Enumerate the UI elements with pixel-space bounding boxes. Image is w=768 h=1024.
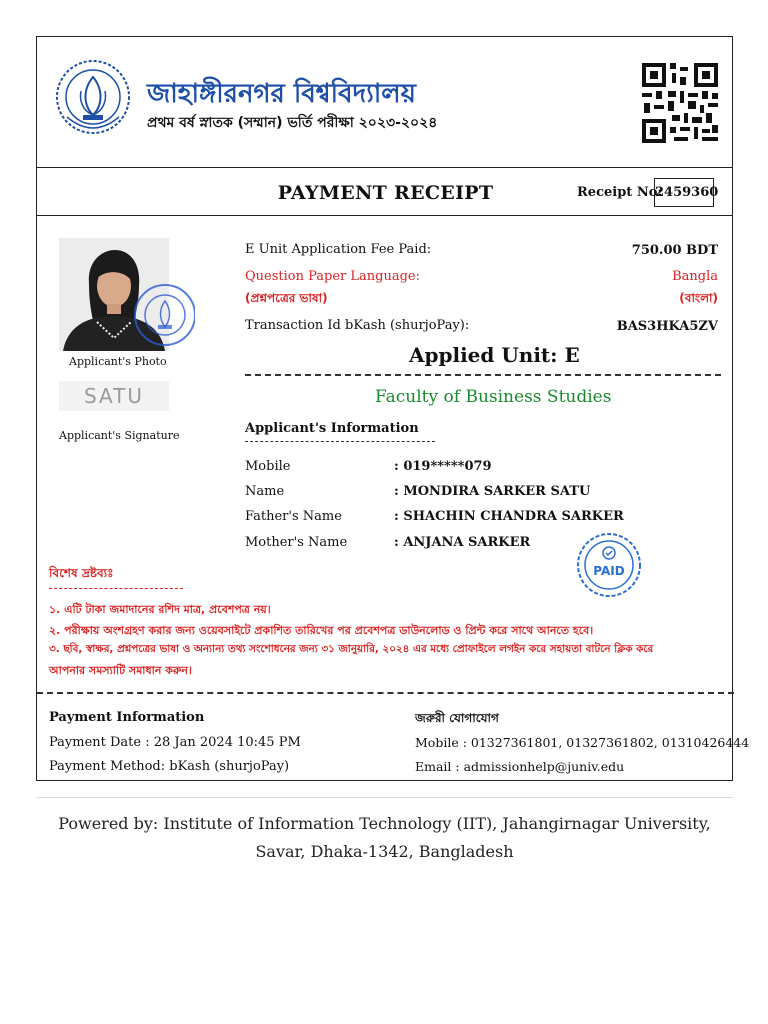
receipt-number-label: Receipt No: (577, 185, 663, 200)
applied-unit: Applied Unit: E (409, 343, 580, 367)
fee-value: 750.00 BDT (631, 243, 718, 258)
info-key-father: Father's Name (245, 509, 342, 524)
paid-stamp-text: PAID (593, 564, 625, 578)
unit-divider (245, 374, 721, 376)
emergency-contact-title: জরুরী যোগাযোগ (415, 711, 499, 725)
university-name: জাহাঙ্গীরনগর বিশ্ববিদ্যালয় (147, 79, 416, 109)
exam-title: প্রথম বর্ষ স্নাতক (সম্মান) ভর্তি পরীক্ষা ২০২৩-২০২৪ (147, 115, 438, 131)
info-key-mobile: Mobile (245, 459, 291, 474)
language-value: Bangla (672, 269, 718, 284)
powered-by (36, 810, 733, 866)
info-value-father: : SHACHIN CHANDRA SARKER (394, 509, 624, 524)
note-line-4: আপনার সমস্যাটি সমাধান করুন। (49, 664, 192, 677)
info-value-mother: : ANJANA SARKER (394, 535, 531, 550)
transaction-label: Transaction Id bKash (shurjoPay): (245, 318, 470, 333)
powered-by-line-2: Savar, Dhaka-1342, Bangladesh (255, 842, 514, 861)
qr-code-icon (640, 61, 720, 145)
applicant-info-title: Applicant's Information (245, 421, 419, 436)
info-value-mobile: : 019*****079 (394, 459, 492, 474)
powered-by-line-1: Powered by: Institute of Information Technology (IIT), Jahangirnagar University, (58, 814, 711, 833)
receipt-title: PAYMENT RECEIPT (277, 182, 494, 204)
note-line-1: ১. এটি টাকা জমাদানের রশিদ মাত্র, প্রবেশপত্র নয়। (49, 603, 271, 616)
receipt-header (37, 37, 732, 168)
info-value-name: : MONDIRA SARKER SATU (394, 484, 591, 499)
notes-divider (37, 692, 734, 694)
contact-mobile: Mobile : 01327361801, 01327361802, 01310426444 (415, 735, 750, 750)
note-line-3: ৩. ছবি, স্বাক্ষর, প্রশ্নপত্রের ভাষা ও অন্যান্য তথ্য সংশোধনের জন্য ৩১ জানুয়ারি, ২০২৪ এর মধ্যে প্রোফাইলে লগইন করে সহায়তা বাটনে ক্লিক করে (49, 643, 654, 655)
language-value-bn: (বাংলা) (679, 291, 718, 305)
language-label-bn: (প্রশ্নপত্রের ভাষা) (245, 291, 328, 305)
payment-info-title: Payment Information (49, 710, 205, 725)
notes-title: বিশেষ দ্রষ্টব্যঃ (49, 566, 114, 580)
info-title-underline (245, 441, 435, 442)
receipt-title-row (37, 168, 732, 216)
notes-title-underline (49, 588, 183, 589)
applicant-signature: SATU (59, 381, 169, 411)
footer-divider (36, 797, 733, 798)
transaction-id: BAS3HKA5ZV (616, 319, 718, 334)
admission-seal-icon (129, 267, 195, 363)
receipt-number: 2459360 (654, 178, 714, 207)
payment-receipt (36, 36, 750, 781)
info-key-name: Name (245, 484, 285, 499)
info-key-mother: Mother's Name (245, 535, 348, 550)
signature-label: Applicant's Signature (59, 429, 180, 442)
faculty-name: Faculty of Business Studies (375, 387, 612, 407)
university-logo-icon (53, 57, 133, 141)
contact-email: Email : admissionhelp@juniv.edu (415, 759, 625, 774)
payment-date: Payment Date : 28 Jan 2024 10:45 PM (49, 735, 301, 750)
paid-stamp-icon (575, 531, 643, 599)
language-label: Question Paper Language: (245, 269, 420, 284)
fee-label: E Unit Application Fee Paid: (245, 242, 432, 257)
photo-label: Applicant's Photo (69, 355, 167, 368)
payment-method: Payment Method: bKash (shurjoPay) (49, 759, 290, 774)
note-line-2: ২. পরীক্ষায় অংশগ্রহণ করার জন্য ওয়েবসাইটে প্রকাশিত তারিখের পর প্রবেশপত্র ডাউনলোড ও প্রিন্ট করে সাথে আনতে হবে। (49, 624, 594, 637)
